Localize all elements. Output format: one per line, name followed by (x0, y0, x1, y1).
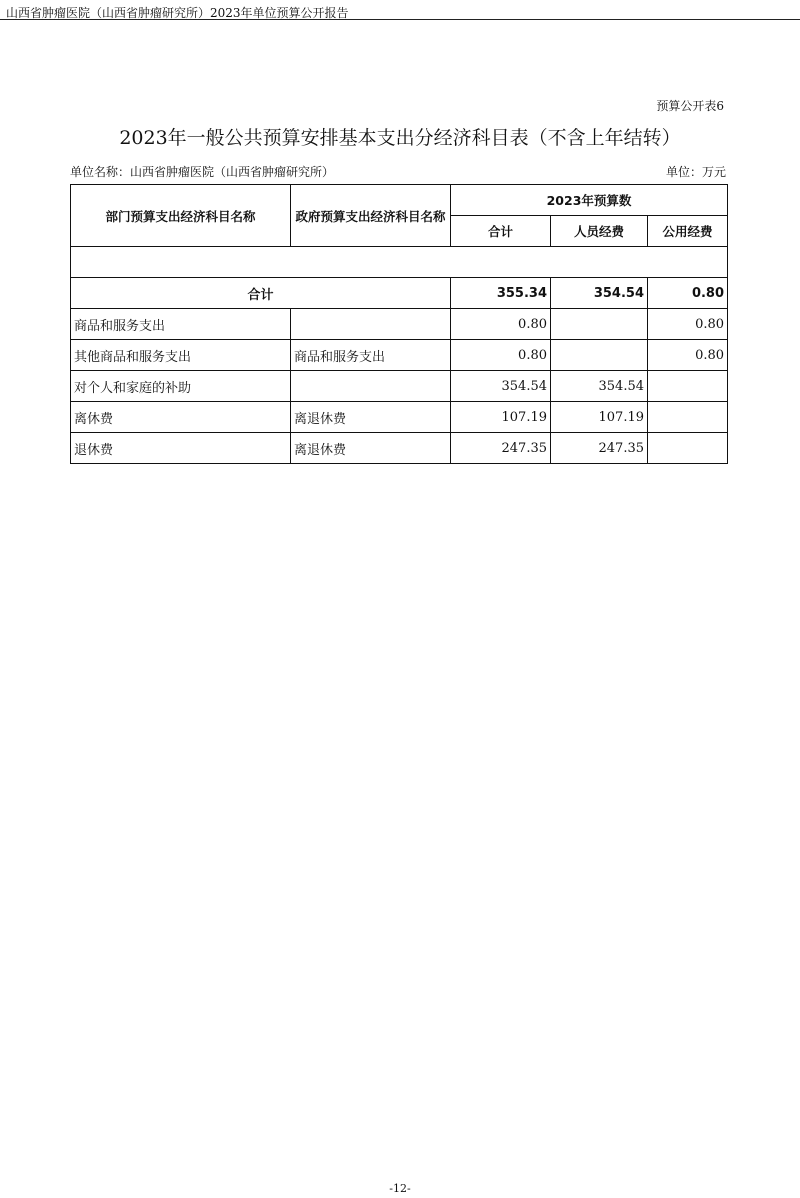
cell-personnel: 354.54 (551, 371, 648, 402)
cell-public (648, 433, 728, 464)
table-row (71, 309, 728, 340)
cell-dept-item: 其他商品和服务支出 (71, 340, 291, 371)
cell-public (648, 371, 728, 402)
cell-total: 0.80 (451, 309, 551, 340)
cell-total: 354.54 (451, 371, 551, 402)
cell-personnel: 107.19 (551, 402, 648, 433)
cell-personnel (551, 309, 648, 340)
cell-gov-item (291, 371, 451, 402)
total-sum: 355.34 (451, 278, 551, 309)
total-label: 合计 (71, 278, 451, 309)
cell-gov-item (291, 309, 451, 340)
header-rule (0, 19, 800, 20)
header-personnel: 人员经费 (551, 216, 648, 247)
page-title: 2023年一般公共预算安排基本支出分经济科目表（不含上年结转） (119, 127, 681, 149)
header-dept-item: 部门预算支出经济科目名称 (71, 185, 291, 247)
cell-personnel: 247.35 (551, 433, 648, 464)
cell-public: 0.80 (648, 340, 728, 371)
cell-gov-item: 商品和服务支出 (291, 340, 451, 371)
total-public: 0.80 (648, 278, 728, 309)
table-row (71, 402, 728, 433)
unit-name-label: 单位名称：山西省肿瘤医院（山西省肿瘤研究所） (70, 165, 335, 179)
cell-public (648, 402, 728, 433)
header-gov-item: 政府预算支出经济科目名称 (291, 185, 451, 247)
cell-total: 247.35 (451, 433, 551, 464)
table-row (71, 433, 728, 464)
cell-gov-item: 离退休费 (291, 402, 451, 433)
cell-dept-item: 对个人和家庭的补助 (71, 371, 291, 402)
header-budget-group: 2023年预算数 (451, 185, 728, 216)
cell-dept-item: 离休费 (71, 402, 291, 433)
form-number: 预算公开表6 (656, 99, 724, 113)
table-row (71, 340, 728, 371)
cell-total: 0.80 (451, 340, 551, 371)
running-header: 山西省肿瘤医院（山西省肿瘤研究所）2023年单位预算公开报告 (6, 6, 349, 20)
cell-dept-item: 商品和服务支出 (71, 309, 291, 340)
cell-dept-item: 退休费 (71, 433, 291, 464)
total-personnel: 354.54 (551, 278, 648, 309)
table-row (71, 371, 728, 402)
currency-unit-label: 单位：万元 (665, 165, 726, 179)
cell-total: 107.19 (451, 402, 551, 433)
header-total: 合计 (451, 216, 551, 247)
cell-public: 0.80 (648, 309, 728, 340)
page-number: -12- (389, 1182, 411, 1195)
table-row-total (71, 278, 728, 309)
budget-table (70, 184, 728, 464)
cell-gov-item: 离退休费 (291, 433, 451, 464)
cell-personnel (551, 340, 648, 371)
header-public: 公用经费 (648, 216, 728, 247)
